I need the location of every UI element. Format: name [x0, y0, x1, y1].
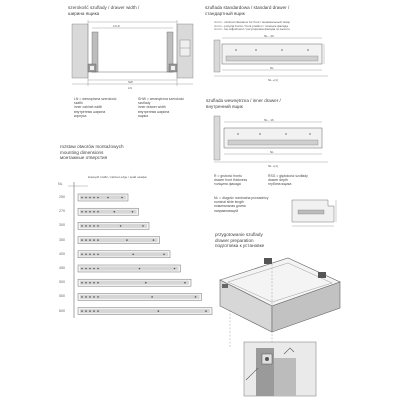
mounting-hole: [195, 296, 197, 298]
inner-drawer-heading: [206, 98, 346, 109]
mounting-rows-diagram: [58, 180, 208, 320]
nl-minus-label: NL - 20: [264, 34, 274, 38]
mounting-hole: [89, 282, 91, 284]
ln-label: LN: [128, 86, 132, 90]
mounting-hole: [93, 225, 95, 227]
r-caption-line: R = grubość frontu: [214, 174, 242, 178]
mounting-hole: [81, 225, 83, 227]
mounting-hole: [89, 197, 91, 199]
mounting-heading-line1: rozstaw otworów montażowych: [60, 144, 124, 149]
shw-caption-line: внутренняя ширина: [138, 109, 170, 114]
standard-note: 4 mm - top adjustment / регулировка фасада по высоте: [214, 27, 291, 32]
mounting-hole: [81, 211, 83, 213]
ln-minus-label: LN-8: [113, 24, 120, 28]
mounting-hole: [93, 211, 95, 213]
rsg-caption-line: drawer depth: [268, 178, 288, 183]
mounting-row-rail: [80, 238, 158, 242]
mounting-hole: [97, 225, 99, 227]
mounting-row-label: 550: [59, 294, 65, 299]
mounting-hole: [93, 254, 95, 256]
mounting-hole: [89, 239, 91, 241]
mounting-row-label: 400: [59, 251, 65, 256]
inner-drawer-diagram: [212, 112, 338, 168]
drawer-prep-heading-line1: przygotowanie szuflady: [215, 232, 263, 237]
mounting-hole: [85, 197, 87, 199]
mounting-hole: [114, 211, 116, 213]
standard-note: 4 mm - minimal clearance for front / минимальный зазор: [214, 20, 291, 24]
ln-caption-line: LN = wewnętrzna szerokość: [74, 97, 117, 101]
rsg-caption-line: глубина ящика: [268, 182, 292, 187]
mounting-hole: [81, 254, 83, 256]
mounting-hole: [93, 268, 95, 270]
mounting-hole: [121, 197, 123, 199]
mounting-hole: [139, 268, 141, 270]
mounting-hole: [85, 254, 87, 256]
mounting-hole: [85, 310, 87, 312]
mounting-hole: [85, 239, 87, 241]
nl-plus-label: NL +(1): [268, 78, 278, 82]
drawer-preparation-illustration: [200, 250, 350, 398]
ln-caption-line: внутренняя ширина: [74, 109, 106, 114]
mounting-hole: [85, 225, 87, 227]
mounting-hole: [93, 296, 95, 298]
inner-drawer-heading-line1: szuflada wewnętrzna / inner drawer /: [206, 98, 281, 103]
mounting-hole: [89, 254, 91, 256]
mounting-hole: [81, 239, 83, 241]
mounting-dimensions-heading: [60, 144, 180, 161]
slide-detail-diagram: [288, 196, 340, 228]
mounting-hole: [97, 296, 99, 298]
inner-drawer-heading-line2: внутренний ящик: [206, 103, 243, 109]
mounting-row-rail: [80, 252, 168, 256]
sw-label: SW: [128, 80, 133, 84]
inner-nl-minus-label: NL - 16: [264, 118, 274, 122]
mounting-hole: [153, 239, 155, 241]
mounting-heading-line3: монтажные отверстия: [60, 155, 108, 161]
mounting-hole: [97, 254, 99, 256]
mounting-hole: [89, 268, 91, 270]
standard-drawer-heading-line2: стандартный ящик: [205, 10, 245, 16]
shw-caption-line: inner drawer width: [138, 105, 166, 110]
mounting-hole: [163, 254, 165, 256]
mounting-hole: [97, 211, 99, 213]
mounting-hole: [89, 310, 91, 312]
drawer-prep-heading-line2: drawer preparation: [215, 237, 254, 243]
mounting-hole: [89, 211, 91, 213]
mounting-hole: [132, 211, 134, 213]
ln-caption-line: корпуса: [74, 113, 87, 118]
mounting-row-rail: [80, 196, 126, 200]
mounting-hole: [85, 211, 87, 213]
mounting-hole: [97, 268, 99, 270]
mounting-hole: [81, 282, 83, 284]
mounting-hole: [81, 310, 83, 312]
mounting-hole: [89, 296, 91, 298]
mounting-hole: [81, 268, 83, 270]
mounting-hole: [93, 197, 95, 199]
mounting-hole: [85, 296, 87, 298]
mounting-hole: [97, 197, 99, 199]
standard-drawer-heading: [205, 5, 345, 16]
mounting-hole: [85, 282, 87, 284]
drawer-width-diagram: [70, 18, 195, 90]
mounting-hole: [93, 282, 95, 284]
mounting-hole: [151, 296, 153, 298]
mounting-hole: [142, 225, 144, 227]
nl-label: NL: [270, 66, 274, 70]
mounting-row-label: 500: [59, 280, 65, 285]
mounting-row-rail: [80, 210, 137, 214]
shw-caption: [138, 97, 198, 118]
inner-nl-plus-label: NL +(1): [268, 164, 278, 168]
ln-caption: [74, 97, 134, 118]
mounting-hole: [97, 239, 99, 241]
mounting-hole: [81, 197, 83, 199]
shw-caption-line: SHW = wewnętrzna szerokość: [138, 97, 185, 101]
mounting-hole: [126, 239, 128, 241]
r-caption-line: drawer front thickness: [214, 178, 248, 183]
standard-drawer-diagram: [212, 34, 338, 82]
mounting-hole: [97, 310, 99, 312]
mounting-row-label: 250: [59, 195, 65, 199]
mounting-hole: [158, 310, 160, 312]
mounting-hole: [174, 268, 176, 270]
mounting-hole: [93, 239, 95, 241]
left-cabinet-wall: [72, 24, 88, 78]
drawer-preparation-heading: [215, 232, 335, 249]
drawer-width-heading-line1: szerokość szuflady / drawer width /: [68, 5, 140, 10]
ln-caption-line: szafki: [74, 101, 83, 106]
mounting-hole: [145, 282, 147, 284]
mounting-hole: [132, 254, 134, 256]
mounting-row-label: 450: [59, 266, 65, 270]
rsg-caption: [268, 174, 328, 187]
mounting-hole: [93, 310, 95, 312]
drawer-width-heading-line2: ширина ящика: [68, 10, 100, 16]
shw-caption-line: szuflady: [138, 101, 151, 106]
standard-drawer-heading-line1: szuflada standardowa / standard drawer /: [205, 5, 290, 10]
shw-caption-line: ящика: [138, 113, 148, 118]
cabinet-edge-note: krawędź szafki / cabinet edge / край шкафа: [88, 175, 147, 179]
drawer-prep-heading-line3: подготовка к установке: [215, 243, 265, 249]
mounting-hole: [81, 296, 83, 298]
nl-caption-line: направляющей: [214, 208, 238, 213]
nl-axis-label: NL: [58, 182, 63, 186]
standard-note: 4 mm - pozycja frontu / front position / позиция фасада: [214, 23, 288, 28]
mounting-hole: [85, 268, 87, 270]
mounting-row-label: 350: [59, 237, 65, 242]
nl-caption-line: NL = długość nominalna prowadnicy: [214, 196, 269, 200]
rsg-caption-line: RSG = głębokość szuflady: [268, 174, 308, 178]
ln-caption-line: inner cabinet width: [74, 105, 103, 110]
nl-caption: [214, 196, 294, 213]
mounting-row-label: 270: [59, 209, 65, 214]
mounting-row-label: 600: [59, 308, 65, 313]
inner-nl-label: NL: [270, 150, 274, 154]
drawer-width-heading: [68, 5, 188, 16]
r-caption-line: толщина фасада: [214, 182, 241, 187]
nl-caption-line: nominal slide length: [214, 200, 244, 205]
mounting-row-label: 300: [59, 223, 65, 228]
mounting-hole: [107, 197, 109, 199]
mounting-hole: [97, 282, 99, 284]
mounting-heading-line2: mounting dimensions: [60, 149, 104, 155]
mounting-hole: [120, 225, 122, 227]
mounting-row-rail: [80, 309, 210, 313]
nl-caption-line: номинальная длина: [214, 204, 246, 209]
mounting-hole: [184, 282, 186, 284]
mounting-hole: [89, 225, 91, 227]
r-caption: [214, 174, 270, 187]
standard-drawer-notes: [214, 21, 344, 32]
mounting-row-rail: [80, 281, 189, 285]
